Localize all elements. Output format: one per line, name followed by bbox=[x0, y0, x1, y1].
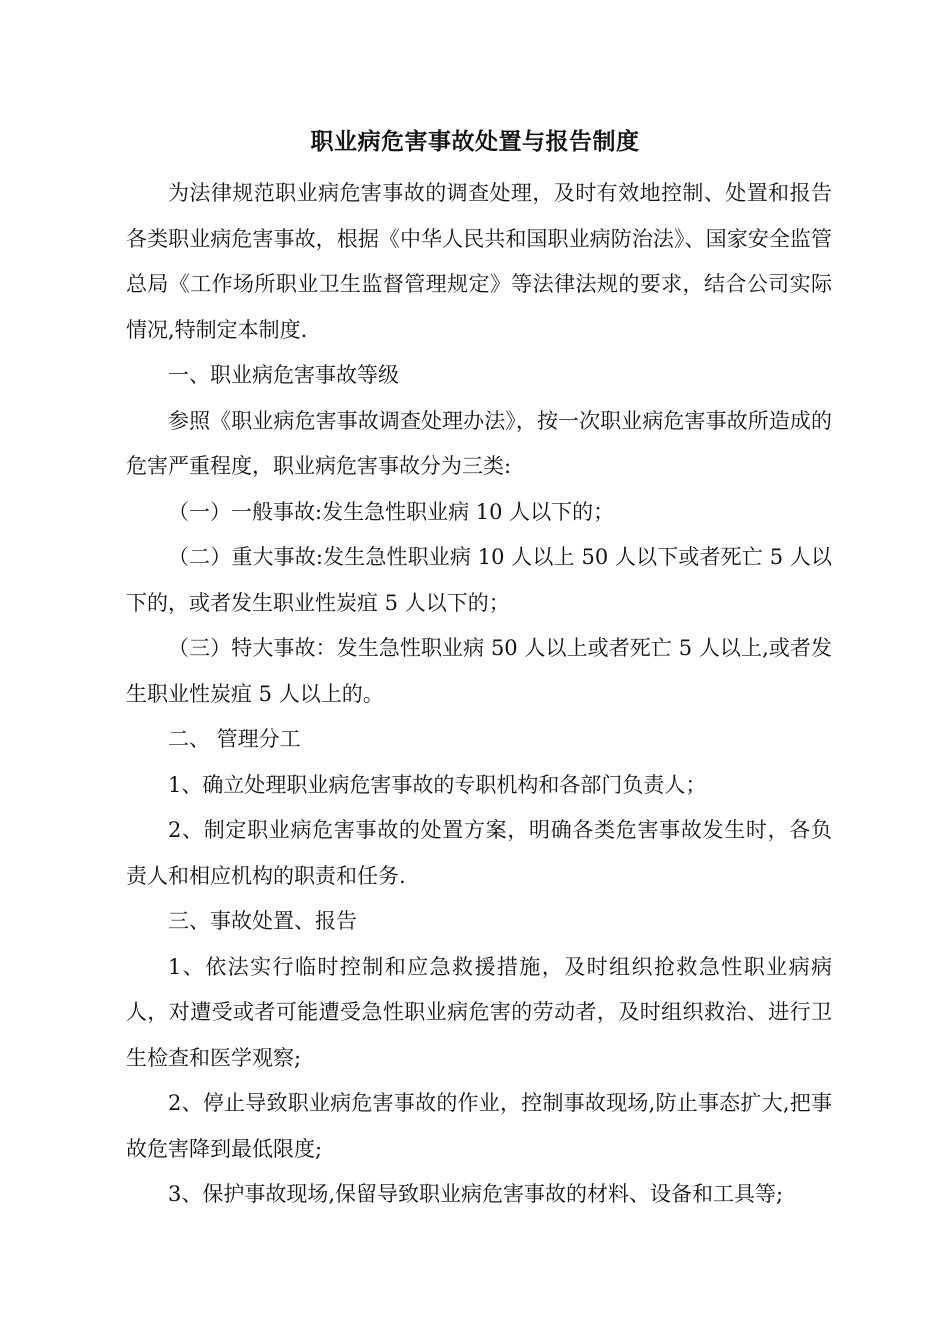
handling-item-2: 2、停止导致职业病危害事故的作业，控制事故现场,防止事态扩大,把事故危害降到最低限度; bbox=[126, 1091, 832, 1161]
level-item-severe: （三）特大事故：发生急性职业病 50 人以上或者死亡 5 人以上,或者发生职业性炭疽 5 人以上的。 bbox=[126, 636, 832, 706]
level-item-major: （二）重大事故:发生急性职业病 10 人以上 50 人以下或者死亡 5 人以下的，或者发生职业性炭疽 5 人以下的； bbox=[126, 545, 832, 615]
document-title: 职业病危害事故处置与报告制度 bbox=[310, 129, 640, 155]
document-body bbox=[126, 171, 832, 1218]
level-item-general: （一）一般事故:发生急性职业病 10 人以下的； bbox=[168, 499, 615, 524]
levels-intro-paragraph: 参照《职业病危害事故调查处理办法》，按一次职业病危害事故所造成的危害严重程度，职业病危害事故分为三类: bbox=[126, 408, 832, 478]
management-item-1: 1、确立处理职业病危害事故的专职机构和各部门负责人； bbox=[168, 772, 707, 797]
management-item-2: 2、制定职业病危害事故的处置方案，明确各类危害事故发生时，各负责人和相应机构的职责和任务. bbox=[126, 818, 832, 888]
section-heading-handling-report: 三、事故处置、报告 bbox=[168, 909, 357, 933]
handling-item-1: 1、依法实行临时控制和应急救援措施，及时组织抢救急性职业病病人，对遭受或者可能遭受急性职业病危害的劳动者，及时组织救治、进行卫生检查和医学观察; bbox=[126, 954, 832, 1070]
intro-paragraph: 为法律规范职业病危害事故的调查处理，及时有效地控制、处置和报告各类职业病危害事故，根据《中华人民共和国职业病防治法》、国家安全监管总局《工作场所职业卫生监督管理规定》等法律法规的要求，结合公司实际情况,特制定本制度. bbox=[126, 181, 832, 342]
handling-item-3: 3、保护事故现场,保留导致职业病危害事故的材料、设备和工具等; bbox=[168, 1182, 784, 1206]
section-heading-management: 二、 管理分工 bbox=[168, 727, 301, 751]
section-heading-accident-levels: 一、职业病危害事故等级 bbox=[168, 363, 399, 387]
